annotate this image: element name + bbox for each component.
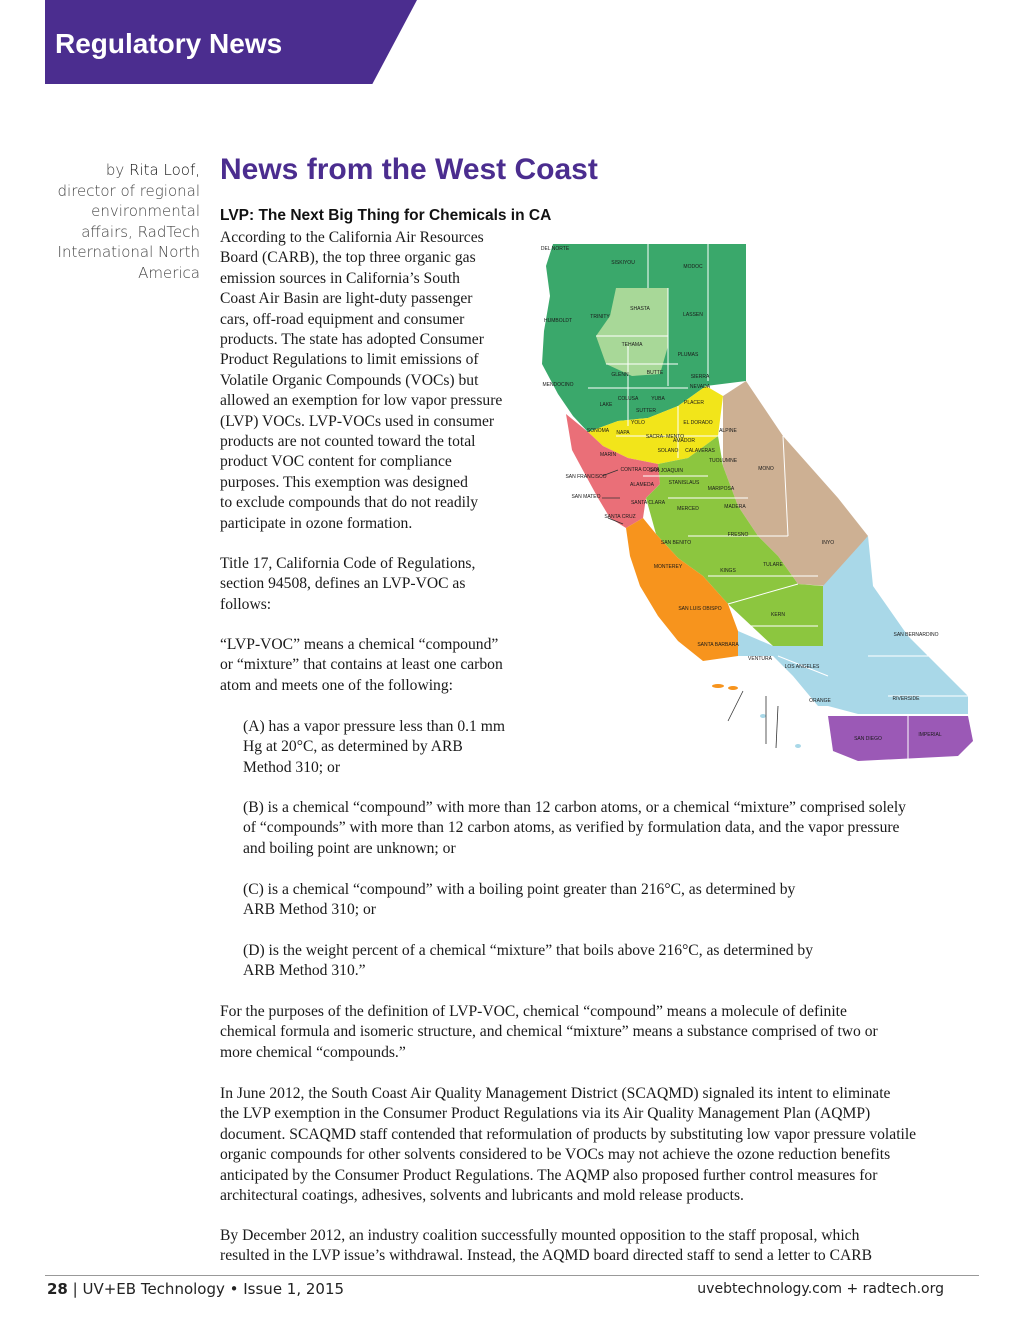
footer-publication bbox=[47, 1280, 344, 1298]
paragraph-title17 bbox=[220, 554, 532, 615]
article-title: News from the West Coast bbox=[220, 153, 598, 186]
county-label: SAN MATEO bbox=[571, 494, 601, 500]
text-line: According to the California Air Resources bbox=[220, 229, 484, 246]
county-label: PLUMAS bbox=[677, 352, 699, 358]
page-number: 28 bbox=[47, 1280, 68, 1298]
footer-sites: uvebtechnology.com + radtech.org bbox=[697, 1281, 944, 1297]
byline-line: environmental bbox=[91, 202, 200, 220]
text-line: emission sources in California’s South bbox=[220, 269, 460, 287]
text-line: Hg at 20°C, as determined by ARB bbox=[243, 738, 463, 756]
text-line: the LVP exemption in the Consumer Product Regulations via its Air Quality Management Plan (AQMP) bbox=[220, 1105, 871, 1123]
text-line: ARB Method 310; or bbox=[243, 901, 376, 919]
county-label: SAN LUIS OBISPO bbox=[678, 606, 722, 612]
text-line: cars, off-road equipment and consumer bbox=[220, 310, 465, 328]
county-label: CALAVERAS bbox=[685, 448, 715, 454]
text-line: “LVP-VOC” means a chemical “compound” bbox=[220, 636, 499, 653]
byline-author: Rita Loof, bbox=[129, 161, 200, 179]
text-line: purposes. This exemption was designed bbox=[220, 473, 468, 491]
county-label: LOS ANGELES bbox=[784, 664, 820, 670]
byline-prefix: by bbox=[105, 161, 125, 179]
text-line: section 94508, defines an LVP-VOC as bbox=[220, 575, 466, 593]
text-line: Coast Air Basin are light-duty passenger bbox=[220, 290, 473, 308]
county-label: PLACER bbox=[683, 400, 705, 406]
county-label: NAPA bbox=[616, 430, 630, 436]
county-label: TEHAMA bbox=[621, 342, 643, 348]
county-label: MARIN bbox=[599, 452, 617, 458]
county-label: TRINITY bbox=[590, 314, 610, 320]
county-label: COLUSA bbox=[617, 396, 639, 402]
text-line: (LVP) VOCs. LVP-VOCs used in consumer bbox=[220, 412, 495, 430]
text-line: anticipated by the Consumer Product Regulations. The AQMP also proposed further control measures for bbox=[220, 1166, 878, 1184]
county-label: EL DORADO bbox=[683, 420, 713, 426]
county-label: SHASTA bbox=[630, 306, 650, 312]
county-label: BUTTE bbox=[646, 370, 664, 376]
county-label: SONOMA bbox=[586, 428, 610, 434]
county-label: MENDOCINO bbox=[542, 382, 574, 388]
county-label: IMPERIAL bbox=[918, 732, 942, 738]
county-label: MONO bbox=[758, 466, 774, 472]
county-label: CONTRA COSTA bbox=[620, 467, 660, 473]
text-line: atom and meets one of the following: bbox=[220, 676, 453, 694]
county-label: SAN DIEGO bbox=[854, 736, 882, 742]
county-label: SANTA CRUZ bbox=[604, 514, 636, 520]
text-line: product VOC content for compliance bbox=[220, 453, 452, 471]
text-line: In June 2012, the South Coast Air Quality Management District (SCAQMD) signaled its intent to eliminate bbox=[220, 1085, 891, 1102]
text-line: Method 310; or bbox=[243, 758, 341, 776]
paragraph-2012 bbox=[220, 1084, 985, 1206]
county-label: ORANGE bbox=[809, 698, 831, 704]
county-label: LAKE bbox=[599, 402, 613, 408]
footer-separator: | bbox=[72, 1280, 78, 1298]
section-title: Regulatory News bbox=[55, 28, 283, 59]
text-line: follows: bbox=[220, 595, 272, 613]
county-label: KINGS bbox=[720, 568, 736, 574]
text-line: more chemical “compounds.” bbox=[220, 1043, 406, 1061]
county-label: TULARE bbox=[763, 562, 783, 568]
text-line: Volatile Organic Compounds (VOCs) but bbox=[220, 371, 479, 389]
text-line: participate in ozone formation. bbox=[220, 514, 413, 532]
county-label: YOLO bbox=[631, 420, 645, 426]
paragraph-december bbox=[220, 1226, 985, 1267]
text-line: to exclude compounds that do not readily bbox=[220, 494, 479, 512]
text-line: products are not counted toward the total bbox=[220, 433, 476, 451]
channel-island bbox=[712, 684, 724, 688]
text-line: (A) has a vapor pressure less than 0.1 mm bbox=[243, 718, 505, 735]
publication-issue: UV+EB Technology • Issue 1, 2015 bbox=[82, 1280, 345, 1298]
county-label: FRESNO bbox=[727, 532, 749, 538]
county-label: LASSEN bbox=[683, 312, 703, 318]
byline bbox=[30, 160, 200, 283]
channel-island bbox=[728, 686, 738, 690]
text-line: ARB Method 310.” bbox=[243, 962, 366, 980]
article-subtitle: LVP: The Next Big Thing for Chemicals in CA bbox=[220, 207, 552, 224]
california-county-map bbox=[528, 236, 980, 764]
paragraph-intro bbox=[220, 228, 532, 534]
text-line: resulted in the LVP issue’s withdrawal. Instead, the AQMD board directed staff to send a letter to CARB bbox=[220, 1247, 873, 1265]
county-label: STANISLAUS bbox=[668, 480, 700, 486]
text-line: Board (CARB), the top three organic gas bbox=[220, 249, 476, 267]
county-label: ALPINE bbox=[719, 428, 737, 434]
text-line: chemical formula and isomeric structure, and chemical “mixture” means a substance comprised of two or bbox=[220, 1023, 878, 1041]
county-label: VENTURA bbox=[748, 656, 772, 662]
county-label: MONTEREY bbox=[653, 564, 683, 570]
county-label: NEVADA bbox=[689, 384, 711, 390]
county-label: ALAMEDA bbox=[630, 482, 654, 488]
county-label: MERCED bbox=[677, 506, 699, 512]
text-line: allowed an exemption for low vapor pressure bbox=[220, 392, 503, 410]
county-label: KERN bbox=[771, 612, 785, 618]
text-line: For the purposes of the definition of LVP-VOC, chemical “compound” means a molecule of definite bbox=[220, 1003, 847, 1020]
text-line: of “compounds” with more than 12 carbon atoms, as verified by formulation data, and the vapor pressure bbox=[243, 819, 900, 837]
county-label: YUBA bbox=[651, 396, 665, 402]
county-label: HUMBOLDT bbox=[543, 318, 573, 324]
county-label: SAN FRANCISCO bbox=[565, 474, 607, 480]
county-label: SIERRA bbox=[690, 374, 710, 380]
county-label: INYO bbox=[821, 540, 835, 546]
byline-line: affairs, RadTech bbox=[81, 222, 200, 241]
item-a bbox=[243, 717, 543, 778]
county-label: SUTTER bbox=[636, 408, 656, 414]
text-line: Title 17, California Code of Regulations, bbox=[220, 555, 476, 572]
text-line: (C) is a chemical “compound” with a boiling point greater than 216°C, as determined by bbox=[243, 881, 796, 898]
paragraph-definition bbox=[220, 635, 532, 696]
county-label: TUOLUMNE bbox=[708, 458, 738, 464]
county-label: MODOC bbox=[683, 264, 703, 270]
item-c bbox=[243, 880, 983, 921]
county-label: GLENN bbox=[611, 372, 629, 378]
county-label: SISKIYOU bbox=[611, 260, 635, 266]
county-label: DEL NORTE bbox=[540, 246, 570, 252]
paragraph-compound bbox=[220, 1002, 985, 1063]
text-line: products. The state has adopted Consumer bbox=[220, 331, 484, 349]
item-b bbox=[243, 798, 983, 859]
county-label: SAN BERNARDINO bbox=[893, 632, 939, 638]
region-imperial bbox=[828, 716, 973, 761]
text-line: and boiling point are unknown; or bbox=[243, 839, 456, 857]
text-line: Product Regulations to limit emissions of bbox=[220, 351, 479, 369]
county-label: MARIPOSA bbox=[707, 486, 735, 492]
county-label: SACRA- MENTO bbox=[645, 434, 685, 440]
footer-divider bbox=[45, 1275, 979, 1276]
county-label: SANTA BARBARA bbox=[697, 642, 739, 648]
text-line: or “mixture” that contains at least one carbon bbox=[220, 656, 503, 674]
text-line: organic compounds for other solvents considered to be VOCs may not achieve the ozone reduction benefits bbox=[220, 1146, 891, 1164]
county-label: SANTA CLARA bbox=[630, 500, 666, 506]
county-label: SAN BENITO bbox=[660, 540, 692, 546]
byline-line: International North bbox=[57, 243, 200, 261]
text-line: architectural coatings, adhesives, solvents and lubricants and mold release products. bbox=[220, 1187, 744, 1205]
county-label: SAN JOAQUIN bbox=[649, 468, 683, 474]
item-d bbox=[243, 941, 983, 982]
county-label: AMADOR bbox=[673, 438, 695, 444]
byline-line: America bbox=[138, 263, 200, 282]
channel-island bbox=[760, 714, 766, 718]
channel-island bbox=[795, 744, 801, 748]
text-line: By December 2012, an industry coalition successfully mounted opposition to the staff proposal, which bbox=[220, 1227, 860, 1244]
text-line: (B) is a chemical “compound” with more than 12 carbon atoms, or a chemical “mixture” comprised solely bbox=[243, 799, 906, 816]
county-label: RIVERSIDE bbox=[892, 696, 920, 702]
county-label: SOLANO bbox=[657, 448, 679, 454]
text-line: (D) is the weight percent of a chemical “mixture” that boils above 216°C, as determined by bbox=[243, 942, 814, 959]
byline-line: director of regional bbox=[57, 181, 200, 200]
county-label: MADERA bbox=[724, 504, 746, 510]
text-line: document. SCAQMD staff contended that reformulation of products by substituting low vapor pressure volatile bbox=[220, 1125, 917, 1143]
